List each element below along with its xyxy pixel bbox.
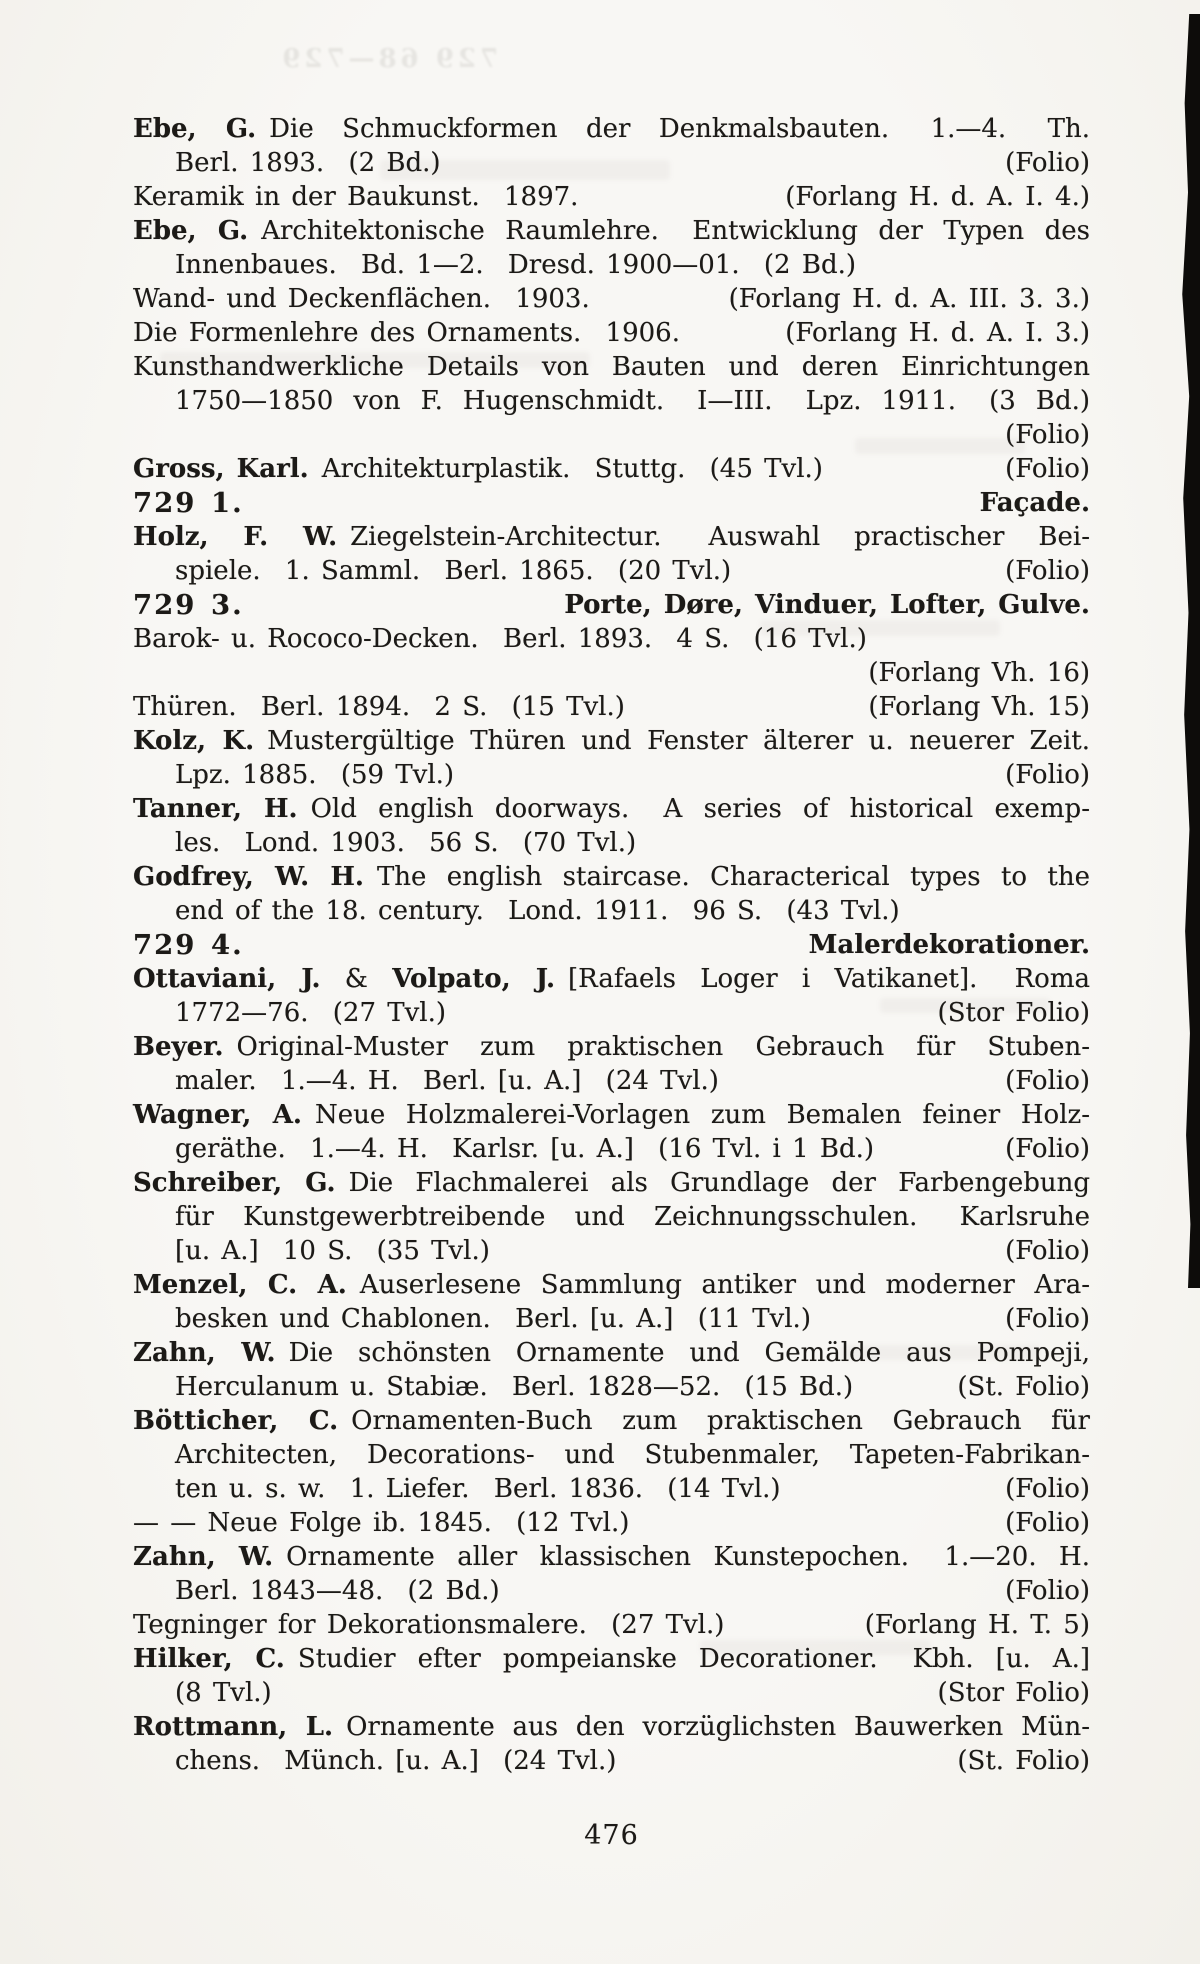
catalog-line-25 [133, 928, 1090, 962]
entry-text: Neue Holzmalerei-Vorlagen zum Bemalen feiner Holz- [301, 1100, 1091, 1130]
entry-text: Kunsthandwerkliche Details von Bauten und deren Einrichtungen [133, 352, 1090, 382]
entry-text: ten u. s. w. 1. Liefer. Berl. 1836. (14 Tvl.) [175, 1474, 781, 1504]
catalog-line-27 [133, 996, 1090, 1030]
entry-format: (Stor Folio) [937, 998, 1090, 1028]
catalog-line-45 [133, 1608, 1090, 1642]
catalog-line-39 [133, 1404, 1090, 1438]
catalog-line-48 [133, 1710, 1090, 1744]
catalog-line-26 [133, 962, 1090, 996]
entry-text: chens. Münch. [u. A.] (24 Tvl.) [175, 1746, 617, 1776]
entry-left [133, 452, 823, 486]
catalog-line-11 [133, 452, 1090, 486]
entry-left [175, 894, 900, 928]
catalog-line-49 [133, 1744, 1090, 1778]
entry-author: Hilker, C. [133, 1644, 285, 1674]
entry-text: Ornamenten-Buch zum praktischen Gebrauch für [338, 1406, 1090, 1436]
entry-left [175, 248, 856, 282]
catalog-line-32 [133, 1166, 1090, 1200]
entry-left [133, 1608, 724, 1642]
entry-text: [Rafaels Loger i Vatikanet]. Roma [555, 964, 1090, 994]
entry-author: Zahn, W. [133, 1542, 274, 1572]
entry-text: Barok- u. Rococo-Decken. Berl. 1893. 4 S. (16 Tvl.) [133, 624, 867, 654]
entry-text: Architekturplastik. Stuttg. (45 Tvl.) [308, 454, 823, 484]
entry-text: Ornamente aller klassischen Kunstepochen. 1.—20. H. [273, 1542, 1090, 1572]
entry-format: (Forlang H. d. A. I. 4.) [785, 182, 1090, 212]
entry-left [175, 1472, 781, 1506]
catalog-line-2 [133, 146, 1090, 180]
entry-format: (St. Folio) [957, 1372, 1090, 1402]
catalog-line-16 [133, 622, 1090, 656]
entry-author: Bötticher, C. [133, 1406, 339, 1436]
catalog-line-20 [133, 758, 1090, 792]
entry-text: Architecten, Decorations- und Stubenmaler, Tapeten-Fabrikan- [175, 1440, 1090, 1470]
entry-text: — — Neue Folge ib. 1845. (12 Tvl.) [133, 1508, 630, 1538]
entry-text: The english staircase. Characterical types to the [363, 862, 1090, 892]
entry-left [133, 180, 578, 214]
entry-text: Auserlesene Sammlung antiker und moderner Ara- [346, 1270, 1091, 1300]
catalog-line-41 [133, 1472, 1090, 1506]
page-number: 476 [584, 1820, 639, 1851]
entry-format: (Folio) [1005, 1474, 1090, 1504]
entry-text: Berl. 1893. (2 Bd.) [175, 148, 441, 178]
entry-text: Ziegelstein-Architectur. Auswahl practischer Bei- [337, 522, 1090, 552]
entry-text: [u. A.] 10 S. (35 Tvl.) [175, 1236, 490, 1266]
catalog-line-44 [133, 1574, 1090, 1608]
catalog-line-31 [133, 1132, 1090, 1166]
entry-author: Volpato, J. [392, 964, 556, 994]
entry-left [175, 1574, 500, 1608]
entry-author: Godfrey, W. H. [133, 862, 364, 892]
entry-text: (8 Tvl.) [175, 1678, 272, 1708]
catalog-line-9 [133, 384, 1090, 418]
entry-left [175, 554, 731, 588]
entry-left [133, 622, 867, 656]
catalog-line-18 [133, 690, 1090, 724]
entry-left [133, 928, 244, 962]
entry-text: Tegninger for Dekorationsmalere. (27 Tvl.) [133, 1610, 725, 1640]
entry-text: Original-Muster zum praktischen Gebrauch für Stuben- [223, 1032, 1090, 1062]
entry-left [175, 826, 636, 860]
entry-format: (Folio) [1005, 148, 1090, 178]
catalog-line-17 [133, 656, 1090, 690]
entry-text: für Kunstgewerbtreibende und Zeichnungsschulen. Karlsruhe [175, 1202, 1090, 1232]
catalog-line-1 [133, 112, 1090, 146]
entry-format: (Stor Folio) [937, 1678, 1090, 1708]
entry-author: Ebe, G. [133, 216, 249, 246]
entry-left [175, 1370, 853, 1404]
entry-text: Berl. 1843—48. (2 Bd.) [175, 1576, 500, 1606]
entry-format: (Forlang Vh. 16) [868, 658, 1090, 688]
entry-text: Thüren. Berl. 1894. 2 S. (15 Tvl.) [133, 692, 625, 722]
entry-text: Mustergültige Thüren und Fenster älterer u. neuerer Zeit. [254, 726, 1090, 756]
catalog-line-6 [133, 282, 1090, 316]
entry-format: Façade. [979, 488, 1090, 518]
entry-left [175, 1676, 272, 1710]
entry-text: Architektonische Raumlehre. Entwicklung der Typen des [248, 216, 1090, 246]
entry-left [175, 1064, 719, 1098]
catalog-line-19 [133, 724, 1090, 758]
entry-author: Schreiber, G. [133, 1168, 336, 1198]
entry-text: les. Lond. 1903. 56 S. (70 Tvl.) [175, 828, 637, 858]
catalog-line-46 [133, 1642, 1090, 1676]
entry-format: (Folio) [1005, 1508, 1090, 1538]
catalog-line-38 [133, 1370, 1090, 1404]
ghost-showthrough-text: 729 68—729 [278, 44, 498, 74]
entry-text: maler. 1.—4. H. Berl. [u. A.] (24 Tvl.) [175, 1066, 719, 1096]
catalog-line-13 [133, 520, 1090, 554]
entry-left [175, 1234, 490, 1268]
entry-left [133, 282, 590, 316]
entry-author: Ebe, G. [133, 114, 257, 144]
entry-text: Keramik in der Baukunst. 1897. [133, 182, 579, 212]
scan-edge-artifact [1176, 14, 1200, 1288]
catalog-line-29 [133, 1064, 1090, 1098]
entry-text: Lpz. 1885. (59 Tvl.) [175, 760, 455, 790]
entry-left [175, 1744, 616, 1778]
catalog-line-35 [133, 1268, 1090, 1302]
entry-format: Porte, Døre, Vinduer, Lofter, Gulve. [564, 590, 1090, 620]
entry-left [175, 146, 441, 180]
entry-author: Ottaviani, J. [133, 964, 321, 994]
entry-left [133, 1506, 629, 1540]
entry-text: Die Formenlehre des Ornaments. 1906. [133, 318, 680, 348]
entry-text: Innenbaues. Bd. 1—2. Dresd. 1900—01. (2 Bd.) [175, 250, 856, 280]
entry-text: end of the 18. century. Lond. 1911. 96 S. (43 Tvl.) [175, 896, 900, 926]
entry-text: Wand- und Deckenflächen. 1903. [133, 284, 590, 314]
entry-format: (Folio) [1005, 454, 1090, 484]
entry-text: spiele. 1. Samml. Berl. 1865. (20 Tvl.) [175, 556, 732, 586]
entry-format: (Folio) [1005, 760, 1090, 790]
catalog-line-40 [133, 1438, 1090, 1472]
entry-text: 1772—76. (27 Tvl.) [175, 998, 447, 1028]
entry-format: (Forlang H. T. 5) [864, 1610, 1090, 1640]
entry-left [175, 1302, 811, 1336]
class-number: 729 1. [133, 487, 244, 519]
entry-format: (Folio) [1005, 420, 1090, 450]
entry-text: besken und Chablonen. Berl. [u. A.] (11 Tvl.) [175, 1304, 811, 1334]
entry-format: (Folio) [1005, 1576, 1090, 1606]
catalog-line-4 [133, 214, 1090, 248]
entry-format: (St. Folio) [957, 1746, 1090, 1776]
entry-author: Gross, Karl. [133, 454, 309, 484]
entry-format: Malerdekorationer. [808, 930, 1090, 960]
entry-text: geräthe. 1.—4. H. Karlsr. [u. A.] (16 Tvl. i 1 Bd.) [175, 1134, 875, 1164]
entry-text: 1750—1850 von F. Hugenschmidt. I—III. Lpz. 1911. (3 Bd.) [175, 386, 1090, 416]
entry-author: Rottmann, L. [133, 1712, 334, 1742]
catalog-line-3 [133, 180, 1090, 214]
entry-author: Beyer. [133, 1032, 224, 1062]
catalog-line-23 [133, 860, 1090, 894]
class-number: 729 4. [133, 929, 244, 961]
entry-author: Wagner, A. [133, 1100, 302, 1130]
entry-left [175, 1132, 874, 1166]
catalog-line-14 [133, 554, 1090, 588]
catalog-line-8 [133, 350, 1090, 384]
entry-text: Old english doorways. A series of historical exemp- [297, 794, 1090, 824]
catalog-line-36 [133, 1302, 1090, 1336]
entry-author: Menzel, C. A. [133, 1270, 347, 1300]
entry-left [175, 996, 446, 1030]
catalog-line-10 [133, 418, 1090, 452]
catalog-line-33 [133, 1200, 1090, 1234]
entry-text: Herculanum u. Stabiæ. Berl. 1828—52. (15 Bd.) [175, 1372, 854, 1402]
catalog-line-43 [133, 1540, 1090, 1574]
catalog-line-15 [133, 588, 1090, 622]
catalog-line-21 [133, 792, 1090, 826]
entry-format: (Folio) [1005, 1066, 1090, 1096]
entry-author: Kolz, K. [133, 726, 255, 756]
entry-author: Holz, F. W. [133, 522, 338, 552]
entry-text: Studier efter pompeianske Decorationer. Kbh. [u. A.] [284, 1644, 1090, 1674]
entry-author: Zahn, W. [133, 1338, 276, 1368]
class-number: 729 3. [133, 589, 244, 621]
entry-text: & [320, 964, 393, 994]
entry-format: (Forlang H. d. A. I. 3.) [785, 318, 1090, 348]
entry-left [133, 690, 625, 724]
catalog-line-30 [133, 1098, 1090, 1132]
entry-format: (Folio) [1005, 556, 1090, 586]
catalog-line-34 [133, 1234, 1090, 1268]
entry-format: (Folio) [1005, 1304, 1090, 1334]
catalog-line-37 [133, 1336, 1090, 1370]
entry-format: (Folio) [1005, 1236, 1090, 1266]
entry-format: (Forlang Vh. 15) [868, 692, 1090, 722]
catalog-line-5 [133, 248, 1090, 282]
entry-left [133, 486, 244, 520]
entry-text: Die Schmuckformen der Denkmalsbauten. 1.—4. Th. [256, 114, 1090, 144]
entry-left [133, 588, 244, 622]
catalog-text-block [133, 112, 1090, 1778]
catalog-line-24 [133, 894, 1090, 928]
entry-format: (Folio) [1005, 1134, 1090, 1164]
entry-text: Die Flachmalerei als Grundlage der Farbengebung [335, 1168, 1091, 1198]
entry-author: Tanner, H. [133, 794, 298, 824]
catalog-line-42 [133, 1506, 1090, 1540]
entry-left [133, 316, 680, 350]
entry-text: Die schönsten Ornamente und Gemälde aus Pompeji, [275, 1338, 1090, 1368]
entry-text: Ornamente aus den vorzüglichsten Bauwerken Mün- [333, 1712, 1090, 1742]
catalog-line-22 [133, 826, 1090, 860]
catalog-line-7 [133, 316, 1090, 350]
catalog-line-12 [133, 486, 1090, 520]
entry-left [175, 758, 454, 792]
catalog-line-28 [133, 1030, 1090, 1064]
entry-format: (Forlang H. d. A. III. 3. 3.) [728, 284, 1090, 314]
catalog-line-47 [133, 1676, 1090, 1710]
